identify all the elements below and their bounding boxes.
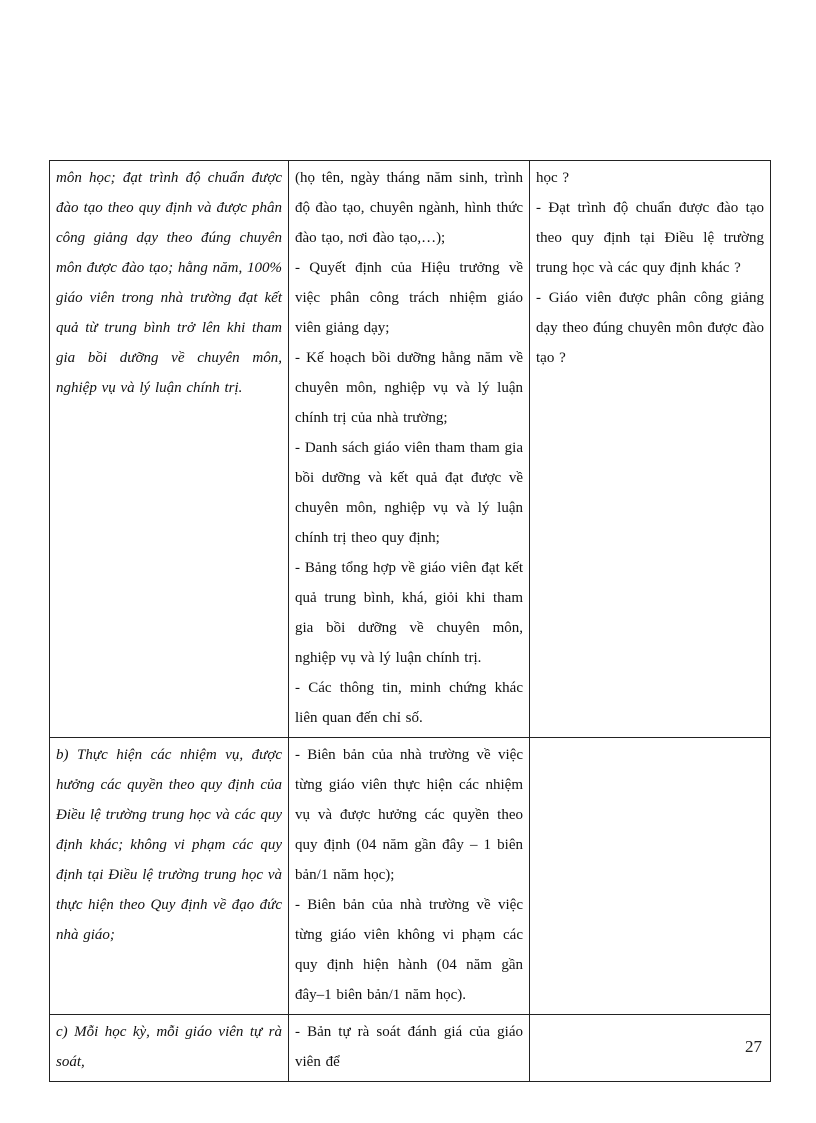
table-row	[50, 1015, 771, 1082]
evidence-item: - Kế hoạch bồi dưỡng hằng năm về chuyên môn, nghiệp vụ và lý luận chính trị của nhà trường;	[295, 350, 523, 426]
evidence-item: - Bảng tổng hợp về giáo viên đạt kết quả trung bình, khá, giỏi khi tham gia bồi dưỡng về chuyên môn, nghiệp vụ và lý luận chính trị.	[295, 560, 523, 666]
table-row	[50, 738, 771, 1015]
question-item: - Giáo viên được phân công giảng dạy theo đúng chuyên môn được đào tạo ?	[536, 290, 764, 366]
evidence-item: - Bản tự rà soát đánh giá của giáo viên để	[295, 1024, 523, 1070]
criterion-cell	[50, 738, 289, 1015]
page-number: 27	[745, 1037, 762, 1056]
evidence-item: (họ tên, ngày tháng năm sinh, trình độ đào tạo, chuyên ngành, hình thức đào tạo, nơi đào tạo,…);	[295, 170, 523, 246]
criterion-text: c) Mỗi học kỳ, mỗi giáo viên tự rà soát,	[56, 1024, 282, 1070]
question-item: học ?	[536, 170, 570, 186]
evidence-cell	[289, 1015, 530, 1082]
criterion-cell	[50, 1015, 289, 1082]
evidence-cell	[289, 738, 530, 1015]
evidence-item: - Quyết định của Hiệu trưởng về việc phân công trách nhiệm giáo viên giảng dạy;	[295, 260, 523, 336]
criterion-text: môn học; đạt trình độ chuẩn được đào tạo theo quy định và được phân công giảng dạy theo đúng chuyên môn được đào tạo; hằng năm, 100% giáo viên trong nhà trường đạt kết quả từ trung bình trở lên khi tham gia bồi dưỡng về chuyên môn, nghiệp vụ và lý luận chính trị.	[56, 170, 282, 396]
question-cell	[530, 738, 771, 1015]
criterion-text: b) Thực hiện các nhiệm vụ, được hưởng các quyền theo quy định của Điều lệ trường trung học và các quy định khác; không vi phạm các quy định tại Điều lệ trường trung học và thực hiện theo Quy định về đạo đức nhà giáo;	[56, 747, 282, 943]
evidence-item: - Các thông tin, minh chứng khác liên quan đến chỉ số.	[295, 680, 523, 726]
question-item: - Đạt trình độ chuẩn được đào tạo theo quy định tại Điều lệ trường trung học và các quy định khác ?	[536, 200, 764, 276]
evidence-item: - Danh sách giáo viên tham tham gia bồi dưỡng và kết quả đạt được về chuyên môn, nghiệp vụ và lý luận chính trị theo quy định;	[295, 440, 523, 546]
evidence-item: - Biên bản của nhà trường về việc từng giáo viên thực hiện các nhiệm vụ và được hưởng các quyền theo quy định (04 năm gần đây – 1 biên bản/1 năm học);	[295, 747, 523, 883]
evidence-item: - Biên bản của nhà trường về việc từng giáo viên không vi phạm các quy định hiện hành (04 năm gần đây–1 biên bản/1 năm học).	[295, 897, 523, 1003]
evidence-cell	[289, 161, 530, 738]
table-row	[50, 161, 771, 738]
criterion-cell	[50, 161, 289, 738]
question-cell	[530, 1015, 771, 1082]
criteria-table	[49, 160, 771, 1082]
question-cell	[530, 161, 771, 738]
